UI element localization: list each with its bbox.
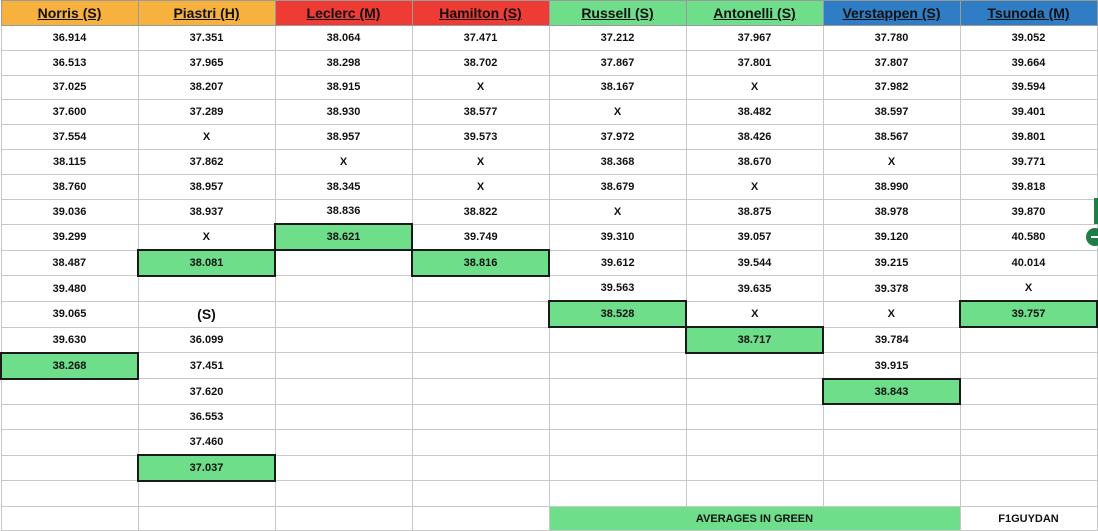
average-cell[interactable]: 38.717 xyxy=(686,327,823,353)
lap-time-cell[interactable]: 37.982 xyxy=(823,75,960,100)
table-row xyxy=(1,301,1097,327)
lap-time-cell[interactable]: X xyxy=(549,199,686,224)
empty-cell[interactable] xyxy=(823,404,960,429)
lap-time-cell[interactable]: 38.679 xyxy=(549,174,686,199)
lap-time-cell[interactable]: 39.310 xyxy=(549,224,686,250)
empty-cell[interactable] xyxy=(275,353,412,379)
empty-cell[interactable] xyxy=(686,404,823,429)
lap-time-cell[interactable]: 38.207 xyxy=(138,75,275,100)
table-row xyxy=(1,174,1097,199)
empty-cell[interactable] xyxy=(549,430,686,455)
lap-time-cell[interactable]: 36.099 xyxy=(138,327,275,353)
lap-time-cell[interactable]: 38.875 xyxy=(686,199,823,224)
table-row xyxy=(1,430,1097,455)
lap-time-cell[interactable]: X xyxy=(412,75,549,100)
credit-label[interactable]: F1GUYDAN xyxy=(960,506,1097,531)
lap-time-cell[interactable]: 40.580 xyxy=(960,224,1097,250)
empty-cell[interactable] xyxy=(412,506,549,531)
lap-time-cell[interactable]: 37.807 xyxy=(823,50,960,75)
empty-cell[interactable] xyxy=(549,455,686,481)
empty-cell[interactable] xyxy=(823,455,960,481)
lap-time-cell[interactable]: 38.487 xyxy=(1,250,138,276)
lap-time-cell[interactable]: 38.702 xyxy=(412,50,549,75)
empty-cell[interactable] xyxy=(138,481,275,506)
table-row xyxy=(1,75,1097,100)
table-row xyxy=(1,379,1097,405)
lap-time-cell[interactable]: 37.862 xyxy=(138,149,275,174)
lap-time-cell[interactable]: 37.620 xyxy=(138,379,275,405)
header-piastri[interactable]: Piastri (H) xyxy=(138,1,275,26)
lap-time-cell[interactable]: 39.594 xyxy=(960,75,1097,100)
empty-cell[interactable] xyxy=(549,327,686,353)
lap-time-cell[interactable]: 39.378 xyxy=(823,276,960,301)
lap-time-cell[interactable]: 37.600 xyxy=(1,100,138,125)
empty-cell[interactable] xyxy=(960,455,1097,481)
lap-time-cell[interactable]: 38.670 xyxy=(686,149,823,174)
table-row xyxy=(1,100,1097,125)
lap-time-cell[interactable]: 38.915 xyxy=(275,75,412,100)
lap-time-cell[interactable]: X xyxy=(138,125,275,150)
empty-cell[interactable] xyxy=(686,353,823,379)
table-row xyxy=(1,125,1097,150)
empty-cell[interactable] xyxy=(549,404,686,429)
lap-time-cell[interactable]: 38.760 xyxy=(1,174,138,199)
lap-time-cell[interactable]: 38.167 xyxy=(549,75,686,100)
empty-cell[interactable] xyxy=(549,353,686,379)
table-row xyxy=(1,50,1097,75)
lap-time-cell[interactable]: 39.215 xyxy=(823,250,960,276)
average-cell[interactable]: 38.268 xyxy=(1,353,138,379)
table-row xyxy=(1,353,1097,379)
empty-cell[interactable] xyxy=(1,506,138,531)
lap-time-cell[interactable]: 38.577 xyxy=(412,100,549,125)
header-verstappen[interactable]: Verstappen (S) xyxy=(823,1,960,26)
add-sheet-icon[interactable] xyxy=(1086,228,1098,246)
table-row xyxy=(1,327,1097,353)
lap-time-cell[interactable]: 38.482 xyxy=(686,100,823,125)
lap-time-cell[interactable]: 40.014 xyxy=(960,250,1097,276)
lap-times-body xyxy=(1,26,1097,531)
lap-time-cell[interactable]: X xyxy=(686,301,823,327)
lap-time-cell[interactable]: 37.965 xyxy=(138,50,275,75)
average-cell[interactable]: 38.816 xyxy=(412,250,549,276)
empty-cell[interactable] xyxy=(412,455,549,481)
lap-time-cell[interactable]: X xyxy=(686,174,823,199)
lap-time-cell[interactable]: 37.972 xyxy=(549,125,686,150)
lap-time-cell[interactable]: 38.836 xyxy=(275,199,412,224)
empty-cell[interactable] xyxy=(960,379,1097,405)
lap-time-cell[interactable]: 36.914 xyxy=(1,26,138,51)
table-row xyxy=(1,481,1097,506)
empty-cell[interactable] xyxy=(275,455,412,481)
lap-time-cell[interactable]: 39.573 xyxy=(412,125,549,150)
header-russell[interactable]: Russell (S) xyxy=(549,1,686,26)
lap-time-cell[interactable]: 38.597 xyxy=(823,100,960,125)
lap-time-cell[interactable]: 38.064 xyxy=(275,26,412,51)
empty-cell[interactable] xyxy=(686,455,823,481)
lap-time-cell[interactable]: 39.801 xyxy=(960,125,1097,150)
empty-cell[interactable] xyxy=(412,404,549,429)
lap-time-cell[interactable]: 39.036 xyxy=(1,199,138,224)
empty-cell[interactable] xyxy=(275,404,412,429)
table-row xyxy=(1,224,1097,250)
average-cell[interactable]: 39.757 xyxy=(960,301,1097,327)
lap-time-cell[interactable]: 38.567 xyxy=(823,125,960,150)
lap-time-cell[interactable]: 39.401 xyxy=(960,100,1097,125)
table-row xyxy=(1,199,1097,224)
lap-time-cell[interactable]: 39.915 xyxy=(823,353,960,379)
empty-cell[interactable] xyxy=(412,327,549,353)
lap-time-cell[interactable]: 38.298 xyxy=(275,50,412,75)
empty-cell[interactable] xyxy=(686,481,823,506)
average-cell[interactable]: 38.081 xyxy=(138,250,275,276)
lap-time-cell[interactable]: 37.460 xyxy=(138,430,275,455)
lap-time-cell[interactable]: 38.978 xyxy=(823,199,960,224)
lap-time-cell[interactable]: X xyxy=(412,174,549,199)
sheet-edge-handle[interactable] xyxy=(1094,198,1098,224)
table-row xyxy=(1,455,1097,481)
lap-time-cell[interactable]: X xyxy=(138,224,275,250)
lap-time-cell[interactable]: 38.368 xyxy=(549,149,686,174)
lap-time-cell[interactable]: 39.057 xyxy=(686,224,823,250)
empty-cell[interactable] xyxy=(275,276,412,301)
average-cell[interactable]: 38.621 xyxy=(275,224,412,250)
empty-cell[interactable] xyxy=(412,481,549,506)
lap-time-cell[interactable]: 39.630 xyxy=(1,327,138,353)
table-row xyxy=(1,26,1097,51)
lap-time-cell[interactable]: 39.120 xyxy=(823,224,960,250)
lap-time-cell[interactable]: 37.554 xyxy=(1,125,138,150)
lap-time-cell[interactable]: 39.784 xyxy=(823,327,960,353)
table-row xyxy=(1,250,1097,276)
lap-time-cell[interactable]: X xyxy=(686,75,823,100)
lap-time-cell[interactable]: 38.930 xyxy=(275,100,412,125)
table-row xyxy=(1,276,1097,301)
lap-time-cell[interactable]: 37.471 xyxy=(412,26,549,51)
lap-time-cell[interactable]: X xyxy=(412,149,549,174)
empty-cell[interactable] xyxy=(1,481,138,506)
empty-cell[interactable] xyxy=(960,353,1097,379)
lap-time-cell[interactable]: 39.563 xyxy=(549,276,686,301)
empty-cell[interactable] xyxy=(138,506,275,531)
empty-cell[interactable] xyxy=(412,379,549,405)
lap-time-cell[interactable]: 37.780 xyxy=(823,26,960,51)
lap-time-cell[interactable]: 38.937 xyxy=(138,199,275,224)
empty-cell[interactable] xyxy=(275,250,412,276)
lap-time-cell[interactable]: 39.749 xyxy=(412,224,549,250)
lap-time-cell[interactable]: 37.867 xyxy=(549,50,686,75)
lap-time-cell[interactable]: 39.480 xyxy=(1,276,138,301)
lap-time-cell[interactable]: 39.052 xyxy=(960,26,1097,51)
empty-cell[interactable] xyxy=(960,327,1097,353)
header-row xyxy=(1,1,1097,26)
empty-cell[interactable] xyxy=(823,481,960,506)
lap-time-cell[interactable]: 39.065 xyxy=(1,301,138,327)
tyre-segment-label[interactable]: (S) xyxy=(138,301,275,327)
empty-cell[interactable] xyxy=(549,481,686,506)
lap-time-cell[interactable]: 37.212 xyxy=(549,26,686,51)
empty-cell[interactable] xyxy=(960,481,1097,506)
lap-time-cell[interactable]: 36.513 xyxy=(1,50,138,75)
lap-time-cell[interactable]: 38.345 xyxy=(275,174,412,199)
header-tsunoda[interactable]: Tsunoda (M) xyxy=(960,1,1097,26)
empty-cell[interactable] xyxy=(275,301,412,327)
lap-time-cell[interactable]: X xyxy=(823,149,960,174)
lap-time-cell[interactable]: 37.025 xyxy=(1,75,138,100)
lap-time-cell[interactable]: 37.801 xyxy=(686,50,823,75)
empty-cell[interactable] xyxy=(412,276,549,301)
empty-cell[interactable] xyxy=(1,379,138,405)
empty-cell[interactable] xyxy=(412,301,549,327)
empty-cell[interactable] xyxy=(275,327,412,353)
lap-time-cell[interactable]: 38.957 xyxy=(275,125,412,150)
lap-time-cell[interactable]: 39.818 xyxy=(960,174,1097,199)
lap-time-cell[interactable]: 37.451 xyxy=(138,353,275,379)
lap-time-cell[interactable]: 39.299 xyxy=(1,224,138,250)
empty-cell[interactable] xyxy=(823,430,960,455)
lap-time-cell[interactable]: 37.351 xyxy=(138,26,275,51)
lap-time-cell[interactable]: 38.990 xyxy=(823,174,960,199)
empty-cell[interactable] xyxy=(138,276,275,301)
lap-time-cell[interactable]: 39.544 xyxy=(686,250,823,276)
lap-time-cell[interactable]: X xyxy=(549,100,686,125)
lap-time-cell[interactable]: 38.115 xyxy=(1,149,138,174)
lap-time-cell[interactable]: 36.553 xyxy=(138,404,275,429)
header-leclerc[interactable]: Leclerc (M) xyxy=(275,1,412,26)
empty-cell[interactable] xyxy=(275,481,412,506)
empty-cell[interactable] xyxy=(275,379,412,405)
empty-cell[interactable] xyxy=(1,455,138,481)
lap-time-cell[interactable]: 39.664 xyxy=(960,50,1097,75)
table-row xyxy=(1,506,1097,531)
empty-cell[interactable] xyxy=(960,430,1097,455)
lap-time-cell[interactable]: 39.612 xyxy=(549,250,686,276)
lap-time-cell[interactable]: 37.967 xyxy=(686,26,823,51)
lap-time-cell[interactable]: 39.771 xyxy=(960,149,1097,174)
table-row xyxy=(1,404,1097,429)
lap-time-cell[interactable]: 38.426 xyxy=(686,125,823,150)
empty-cell[interactable] xyxy=(275,430,412,455)
table-row xyxy=(1,149,1097,174)
empty-cell[interactable] xyxy=(1,430,138,455)
header-hamilton[interactable]: Hamilton (S) xyxy=(412,1,549,26)
lap-time-cell[interactable]: 37.289 xyxy=(138,100,275,125)
empty-cell[interactable] xyxy=(1,404,138,429)
empty-cell[interactable] xyxy=(549,379,686,405)
empty-cell[interactable] xyxy=(275,506,412,531)
header-antonelli[interactable]: Antonelli (S) xyxy=(686,1,823,26)
average-cell[interactable]: 37.037 xyxy=(138,455,275,481)
average-cell[interactable]: 38.843 xyxy=(823,379,960,405)
lap-time-cell[interactable]: 38.822 xyxy=(412,199,549,224)
empty-cell[interactable] xyxy=(412,353,549,379)
empty-cell[interactable] xyxy=(686,379,823,405)
lap-time-cell[interactable]: X xyxy=(960,276,1097,301)
empty-cell[interactable] xyxy=(412,430,549,455)
header-norris[interactable]: Norris (S) xyxy=(1,1,138,26)
empty-cell[interactable] xyxy=(686,430,823,455)
lap-time-cell[interactable]: X xyxy=(823,301,960,327)
lap-time-cell[interactable]: 39.870 xyxy=(960,199,1097,224)
average-cell[interactable]: 38.528 xyxy=(549,301,686,327)
lap-time-cell[interactable]: X xyxy=(275,149,412,174)
lap-time-cell[interactable]: 39.635 xyxy=(686,276,823,301)
empty-cell[interactable] xyxy=(960,404,1097,429)
lap-time-cell[interactable]: 38.957 xyxy=(138,174,275,199)
averages-note[interactable]: AVERAGES IN GREEN xyxy=(549,506,960,531)
